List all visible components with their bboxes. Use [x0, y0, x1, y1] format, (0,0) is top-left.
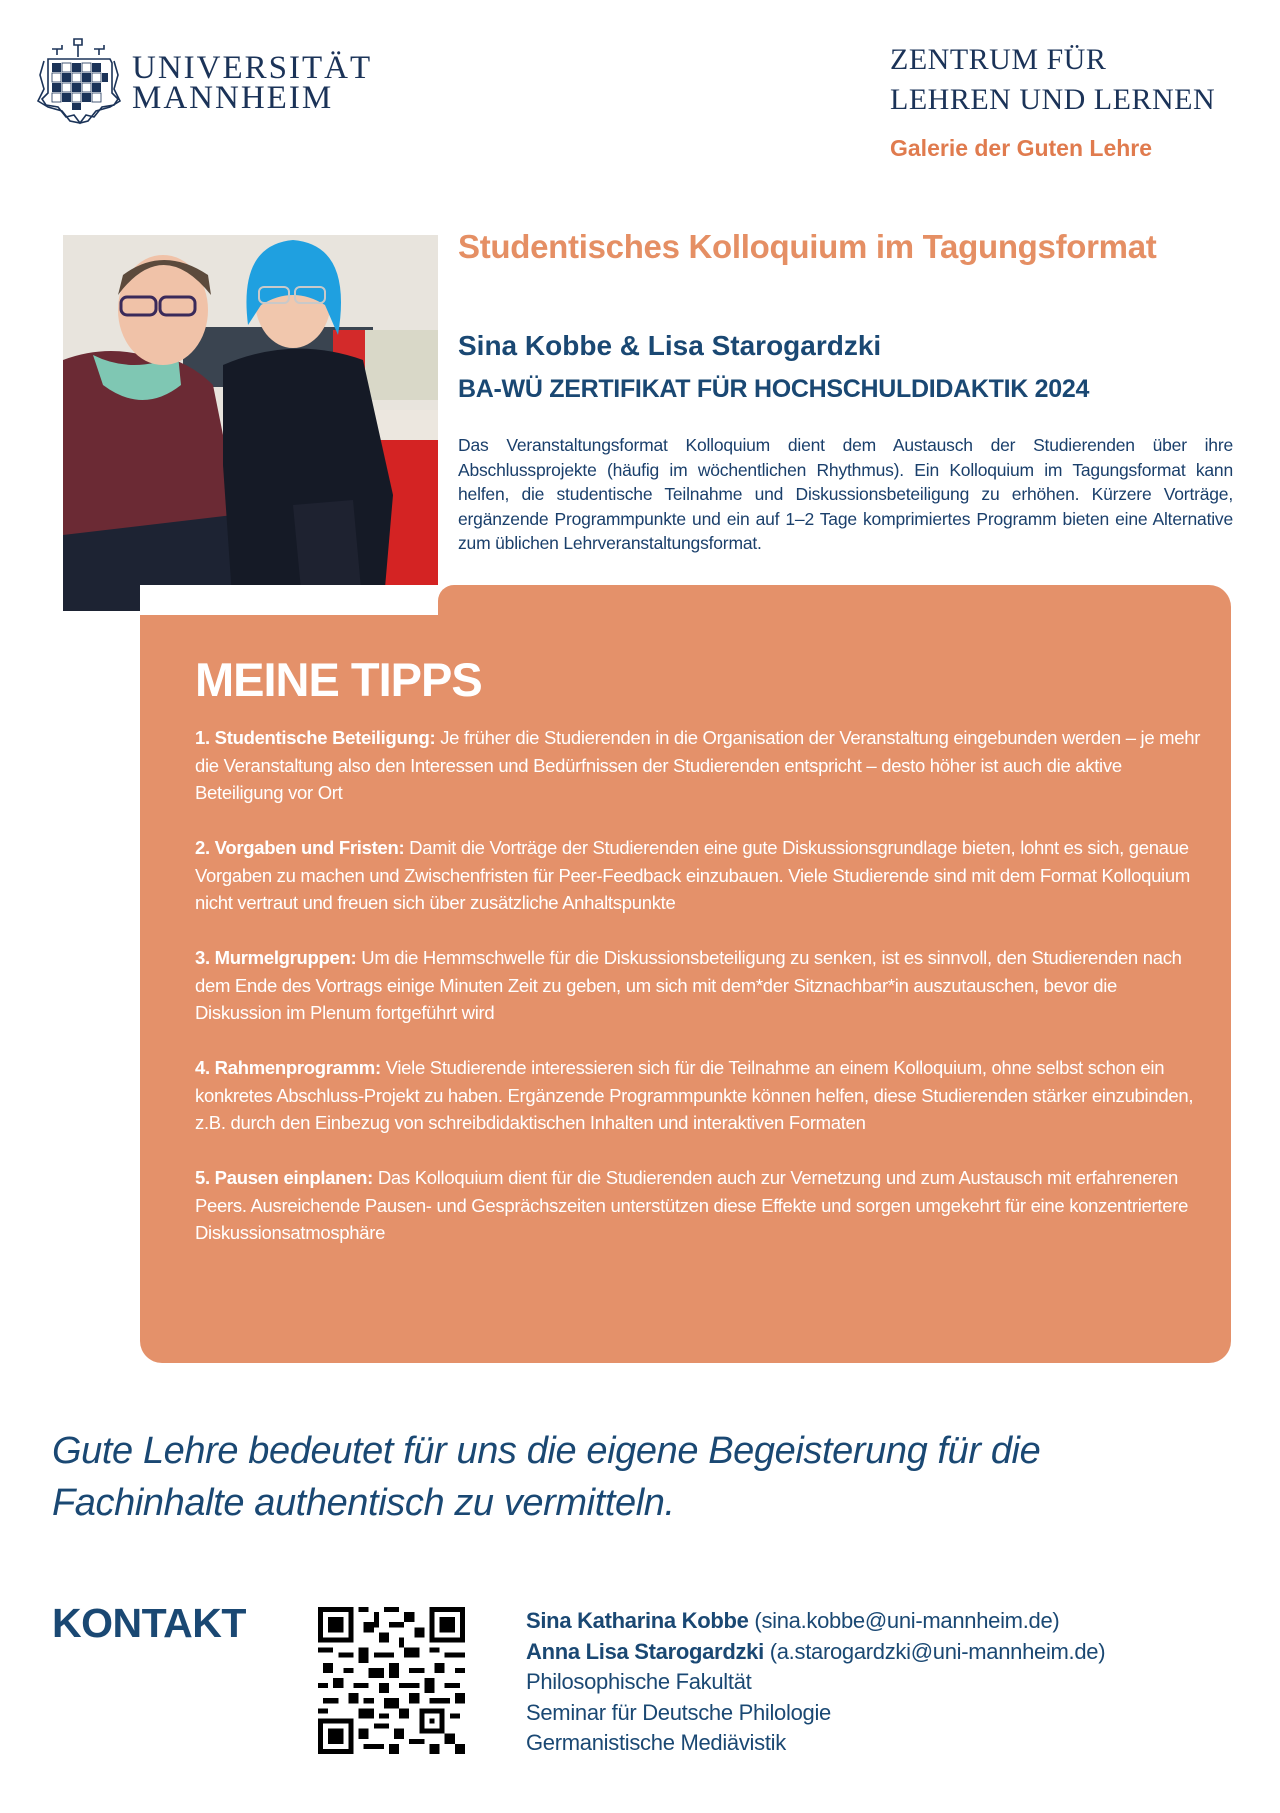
tips-panel-notch	[140, 585, 440, 615]
tip-item	[195, 1164, 1205, 1247]
contact-heading: KONTAKT	[52, 1600, 246, 1646]
tips-heading: MEINE TIPPS	[195, 653, 482, 706]
contact-person-1	[526, 1606, 1105, 1637]
teaching-quote: Gute Lehre bedeutet für uns die eigene Begeisterung für die Fachinhalte authentisch zu vermitteln.	[52, 1430, 1041, 1524]
article-authors: Sina Kobbe & Lisa Starogardzki	[458, 330, 882, 361]
tip-label: 1. Studentische Beteiligung:	[195, 727, 436, 748]
tip-label: 3. Murmelgruppen:	[195, 947, 357, 968]
university-logo	[34, 35, 372, 131]
series-title: Galerie der Guten Lehre	[890, 135, 1153, 161]
portrait-photo	[63, 235, 438, 611]
tip-label: 2. Vorgaben und Fristen:	[195, 837, 405, 858]
qr-code-icon[interactable]	[318, 1607, 465, 1754]
contact-department: Germanistische Mediävistik	[526, 1730, 786, 1755]
tip-text: Je früher die Studierenden in die Organisation der Veranstaltung eingebunden werden – je mehr die Veranstaltung also den Interessen und Bedürfnissen der Studierenden entspricht – desto höher ist auch die aktive Beteiligung vor Ort	[195, 727, 1201, 803]
center-name	[890, 40, 1215, 120]
tip-label: 4. Rahmenprogramm:	[195, 1057, 381, 1078]
tip-item	[195, 724, 1205, 807]
tip-item	[195, 1054, 1205, 1137]
tip-item	[195, 944, 1205, 1027]
contact-details	[526, 1606, 1105, 1759]
tip-text: Um die Hemmschwelle für die Diskussionsbeteiligung zu senken, ist es sinnvoll, den Studierenden nach dem Ende des Vortrags einige Minuten Zeit zu geben, um sich mit dem*der Sitznachbar*in auszutauschen, bevor die Diskussion im Plenum fortgeführt wird	[195, 947, 1182, 1023]
tip-text: Viele Studierende interessieren sich für die Teilnahme an einem Kolloquium, ohne selbst schon ein konkretes Abschluss-Projekt zu haben. Ergänzende Programmpunkte können helfen, diese Studierenden stärker einzubinden, z.B. durch den Einbezug von schreibdidaktischen Inhalten und interaktiven Formaten	[195, 1057, 1194, 1133]
university-name	[132, 50, 373, 116]
contact-person-2	[526, 1637, 1105, 1668]
portrait-photo-illustration	[63, 235, 438, 611]
contact-email-link[interactable]: (a.starogardzki@uni-mannheim.de)	[763, 1638, 1106, 1664]
contact-seminar: Seminar für Deutsche Philologie	[526, 1699, 831, 1725]
tips-list	[195, 724, 1205, 1274]
center-line-2: LEHREN UND LERNEN	[890, 83, 1216, 116]
contact-name: Sina Katharina Kobbe	[526, 1608, 749, 1633]
intro-paragraph: Das Veranstaltungsformat Kolloquium dient dem Austausch der Studierenden über ihre Abschlussprojekte (häufig im wöchentlichen Rhythmus). Ein Kolloquium im Tagungsformat kann helfen, die studentische Teilnahme und Diskussionsbeteiligung zu erhöhen. Kürzere Vorträge, ergänzende Programmpunkte und ein auf 1–2 Tage komprimiertes Programm bieten eine Alternative zum üblichen Lehrveranstaltungsformat.	[458, 435, 1233, 553]
tips-panel-notch-corner	[438, 585, 468, 615]
contact-name: Anna Lisa Starogardzki	[526, 1638, 764, 1664]
tip-item	[195, 834, 1205, 917]
contact-faculty: Philosophische Fakultät	[526, 1669, 752, 1694]
tip-label: 5. Pausen einplanen:	[195, 1167, 374, 1188]
tip-text: Das Kolloquium dient für die Studierenden auch zur Vernetzung und zum Austausch mit erfahreneren Peers. Ausreichende Pausen- und Gesprächszeiten unterstützen diese Effekte und sorgen umgekehrt für eine konzentriertere Diskussionsatmosphäre	[195, 1167, 1189, 1243]
center-line-1: ZENTRUM FÜR	[890, 43, 1107, 76]
contact-email-link[interactable]: (sina.kobbe@uni-mannheim.de)	[748, 1608, 1060, 1633]
university-crest-icon	[34, 35, 126, 131]
university-line-2: MANNHEIM	[132, 80, 334, 116]
article-title: Studentisches Kolloquium im Tagungsformat	[458, 228, 1157, 265]
certificate-label: BA-WÜ ZERTIFIKAT FÜR HOCHSCHULDIDAKTIK 2024	[458, 375, 1090, 403]
university-line-1: UNIVERSITÄT	[132, 50, 373, 86]
tip-text: Damit die Vorträge der Studierenden eine gute Diskussionsgrundlage bieten, lohnt es sich, genaue Vorgaben zu machen und Zwischenfristen für Peer-Feedback einzubauen. Viele Studierende sind mit dem Format Kolloquium nicht vertraut und freuen sich über zusätzliche Anhaltspunkte	[195, 837, 1190, 913]
